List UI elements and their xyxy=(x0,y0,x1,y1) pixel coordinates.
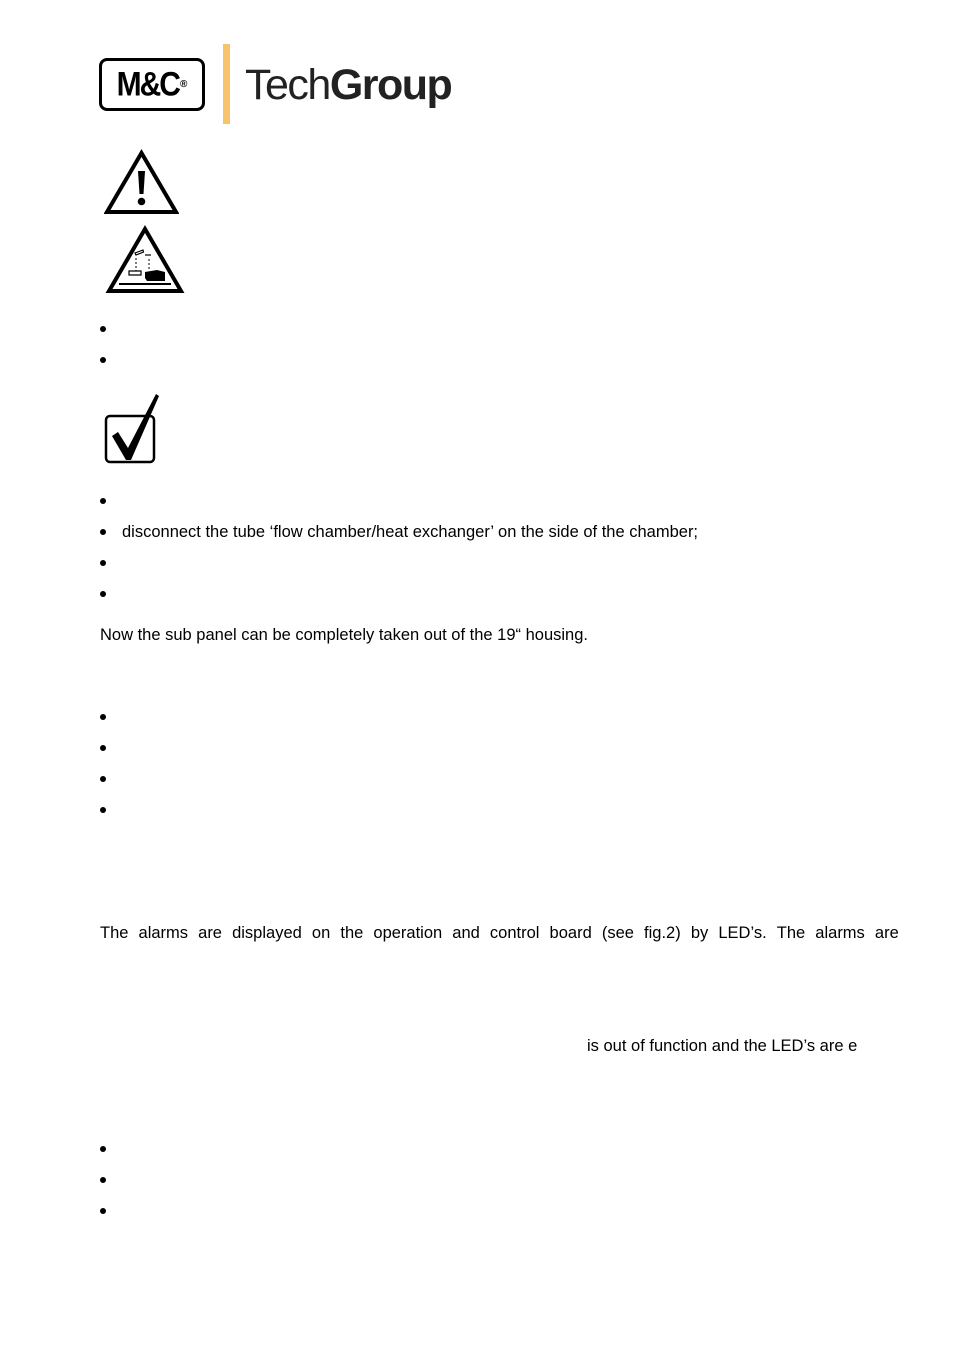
word: operation xyxy=(373,924,443,942)
word: The xyxy=(776,924,806,942)
mc-logo-text: M&C xyxy=(116,64,179,103)
word: fig.2) xyxy=(644,924,681,942)
checked-box-icon xyxy=(104,392,162,466)
mc-logo xyxy=(99,58,205,111)
word: alarms xyxy=(815,924,865,942)
word: LED’s. xyxy=(718,924,767,942)
word: are xyxy=(874,924,899,942)
bullet-marker xyxy=(100,357,108,365)
techgroup-logo xyxy=(245,60,451,110)
bullet-marker xyxy=(100,529,108,537)
word: the xyxy=(340,924,364,942)
word: by xyxy=(690,924,709,942)
word: (see xyxy=(601,924,634,942)
bullet-marker xyxy=(100,776,108,784)
bullet-marker xyxy=(100,498,108,506)
bullet-marker xyxy=(100,560,108,568)
word: The xyxy=(100,924,129,942)
word: and xyxy=(452,924,480,942)
bullet-marker xyxy=(100,745,108,753)
registered-mark: ® xyxy=(179,79,188,90)
paragraph-out-of-function: is out of function and the LED’s are e xyxy=(587,1037,858,1055)
bullet-marker xyxy=(100,1177,108,1185)
bullet-marker xyxy=(100,714,108,722)
techgroup-logo-group: Group xyxy=(329,61,452,109)
corrosive-hazard-icon xyxy=(105,225,185,295)
logo-divider xyxy=(223,44,230,124)
bullet-marker xyxy=(100,807,108,815)
paragraph-sub-panel: Now the sub panel can be completely taken out of the 19“ housing. xyxy=(100,626,588,644)
bullet-marker xyxy=(100,1208,108,1216)
list-item-disconnect-tube: disconnect the tube ‘flow chamber/heat exchanger’ on the side of the chamber; xyxy=(122,523,699,541)
word: board xyxy=(549,924,592,942)
word: on xyxy=(311,924,331,942)
bullet-marker xyxy=(100,1146,108,1154)
word: alarms xyxy=(138,924,189,942)
warning-triangle-icon xyxy=(104,149,179,215)
word: control xyxy=(489,924,540,942)
techgroup-logo-tech: Tech xyxy=(245,61,330,109)
bullet-marker xyxy=(100,326,108,334)
paragraph-alarms xyxy=(100,923,899,943)
word: displayed xyxy=(232,924,302,942)
bullet-marker xyxy=(100,591,108,599)
word: are xyxy=(198,924,222,942)
